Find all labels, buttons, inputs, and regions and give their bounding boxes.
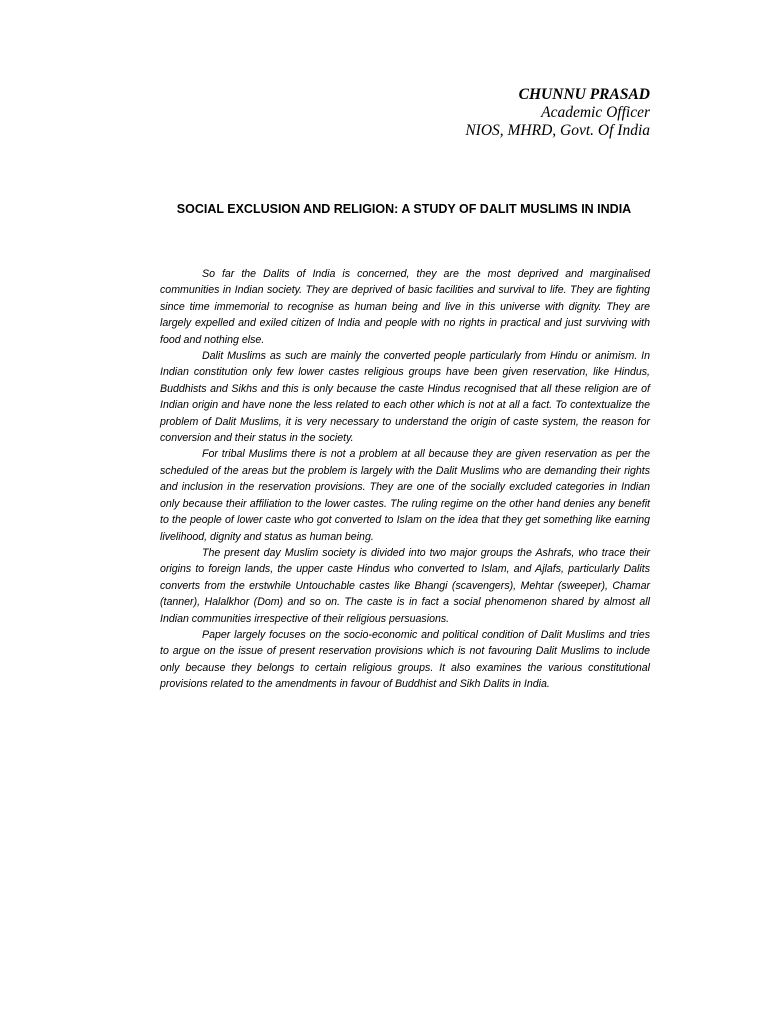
author-name: CHUNNU PRASAD: [518, 86, 650, 103]
author-designation: Academic Officer: [541, 104, 650, 121]
abstract-paragraph: Paper largely focuses on the socio-economic and political condition of Dalit Muslims and tries to argue on the issue of present reservation provisions which is not favouring Dalit Muslims to include only because they belongs to certain religious groups. It also examines the various constitutional provisions related to the amendments in favour of Buddhist and Sikh Dalits in India.: [160, 628, 650, 691]
abstract: [160, 266, 650, 693]
abstract-paragraph: The present day Muslim society is divided into two major groups the Ashrafs, who trace their origins to foreign lands, the upper caste Hindus who converted to Islam, and Ajlafs, particularly Dalits converts from the erstwhile Untouchable castes like Bhangi (scavengers), Mehtar (sweeper), Chamar (tanner), Halalkhor (Dom) and so on. The caste is in fact a social phenomenon shared by almost all Indian communities irrespective of their religious persuasions.: [160, 546, 650, 625]
abstract-paragraph: For tribal Muslims there is not a problem at all because they are given reservation as per the scheduled of the areas but the problem is largely with the Dalit Muslims who are demanding their rights and inclusion in the reservation provisions. They are one of the socially excluded categories in Indian only because their affiliation to the lower castes. The ruling regime on the other hand denies any benefit to the people of lower caste who got converted to Islam on the idea that they get something like earning livelihood, dignity and status as human being.: [160, 448, 650, 543]
abstract-paragraph: So far the Dalits of India is concerned, they are the most deprived and marginalised communities in Indian society. They are deprived of basic facilities and survival to life. They are fighting since time immemorial to recognise as human being and live in this universe with dignity. They are largely expelled and exiled citizen of India and people with no rights in practical and just surviving with food and nothing else.: [160, 268, 650, 346]
author-affiliation: NIOS, MHRD, Govt. Of India: [465, 122, 650, 139]
abstract-paragraph: Dalit Muslims as such are mainly the converted people particularly from Hindu or animism. In Indian constitution only few lower castes religious groups have been given reservation, like Hindus, Buddhists and Sikhs and this is only because the caste Hindus recognised that all these religion are of Indian origin and have none the less related to each other which is not at all a fact. To contextualize the problem of Dalit Muslims, it is very necessary to understand the origin of caste system, the reason for conversion and their status in the society.: [160, 350, 650, 445]
author-block: [465, 86, 650, 140]
paper-title: SOCIAL EXCLUSION AND RELIGION: A STUDY OF DALIT MUSLIMS IN INDIA: [176, 202, 632, 216]
